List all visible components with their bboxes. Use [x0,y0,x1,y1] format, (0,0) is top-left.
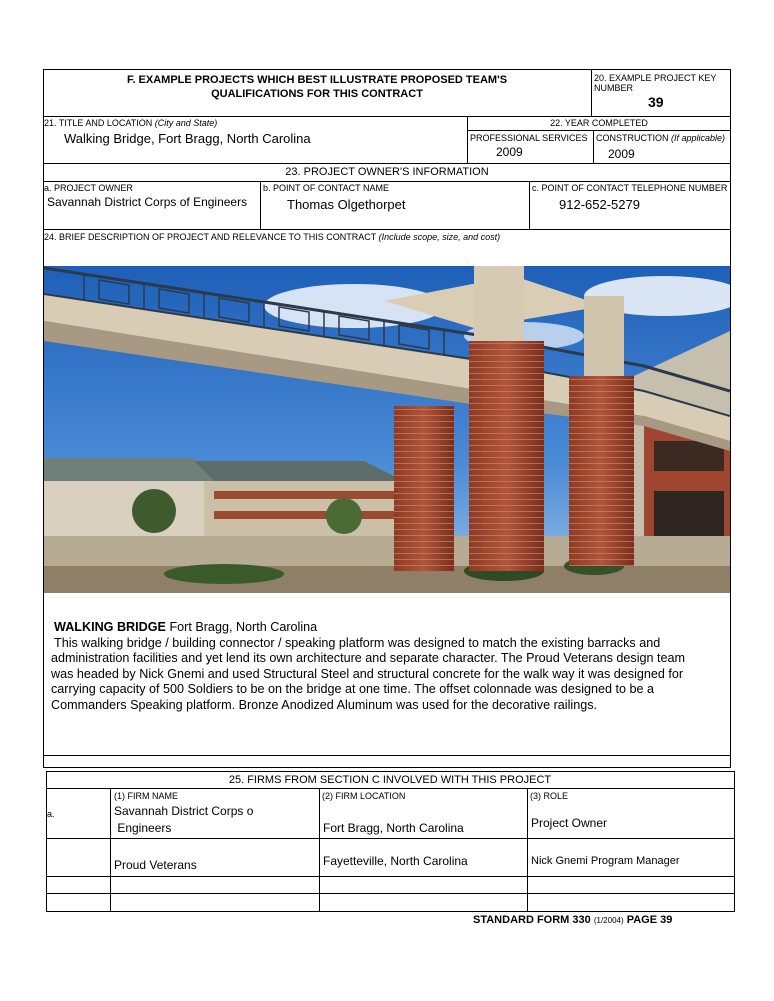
description-line-4: carrying capacity of 500 Soldiers to be on the bridge at one time. The offset colonnade was designed to be a [51,682,655,696]
year-completed-label: 22. YEAR COMPLETED [550,118,648,128]
project-key-value: 39 [648,94,664,110]
contact-name-label: b. POINT OF CONTACT NAME [263,183,390,193]
professional-services-label: PROFESSIONAL SERVICES [470,133,588,143]
description-line-3: was headed by Nick Gnemi and used Structural Steel and structural concrete for the walk way it was designed for [51,666,684,681]
row-b-role: Nick Gnemi Program Manager [531,855,680,867]
description-heading: WALKING BRIDGE Fort Bragg, North Carolina [54,620,318,634]
row-b-firm-name: Proud Veterans [114,858,197,872]
contact-name-value: Thomas Olgethorpet [287,197,406,212]
frame-top [43,69,731,70]
project-photo [44,266,730,593]
row-b-location: Fayetteville, North Carolina [323,854,468,868]
project-owner-value: Savannah District Corps of Engineers [47,195,248,209]
form-footer: STANDARD FORM 330 (1/2004) PAGE 39 [473,914,673,926]
col-firm-location: (2) FIRM LOCATION [322,791,406,801]
contact-phone-value: 912-652-5279 [559,197,640,212]
contact-phone-label: c. POINT OF CONTACT TELEPHONE NUMBER [532,183,728,193]
col-role: (3) ROLE [530,791,569,801]
frame-right [730,69,731,768]
row-a-location: Fort Bragg, North Carolina [323,821,464,835]
title-location-label: 21. TITLE AND LOCATION (City and State) [44,118,218,128]
description-line-5: Commanders Speaking platform. Bronze Anodized Aluminum was used for the decorative railings. [51,697,598,712]
construction-value: 2009 [608,147,635,161]
construction-label: CONSTRUCTION (If applicable) [596,133,726,143]
col-firm-name: (1) FIRM NAME [114,791,178,801]
section-title-line1: F. EXAMPLE PROJECTS WHICH BEST ILLUSTRATE PROPOSED TEAM'S [126,74,508,86]
title-location-value: Walking Bridge, Fort Bragg, North Carolina [64,131,311,146]
description-body [51,620,726,713]
professional-services-value: 2009 [496,145,523,159]
description-label: 24. BRIEF DESCRIPTION OF PROJECT AND RELEVANCE TO THIS CONTRACT (Include scope, size, and cost) [44,232,501,242]
project-key-label: 20. EXAMPLE PROJECT KEY NUMBER [594,73,717,93]
row-a-role: Project Owner [531,816,608,830]
firms-heading: 25. FIRMS FROM SECTION C INVOLVED WITH THIS PROJECT [228,774,552,786]
section-title [44,73,590,101]
description-line-1: This walking bridge / building connector / speaking platform was designed to match the existing barracks and [54,635,661,650]
project-owner-label: a. PROJECT OWNER [44,183,133,193]
row-a-firm-name: Savannah District Corps o Engineers [114,804,254,835]
owner-info-heading: 23. PROJECT OWNER'S INFORMATION [285,166,489,178]
description-line-2: administration facilities and yet lend its own architecture and separate character. The Proud Veterans design team [51,651,686,665]
section-title-line2: QUALIFICATIONS FOR THIS CONTRACT [211,88,423,100]
row-a-letter: a. [47,809,55,819]
